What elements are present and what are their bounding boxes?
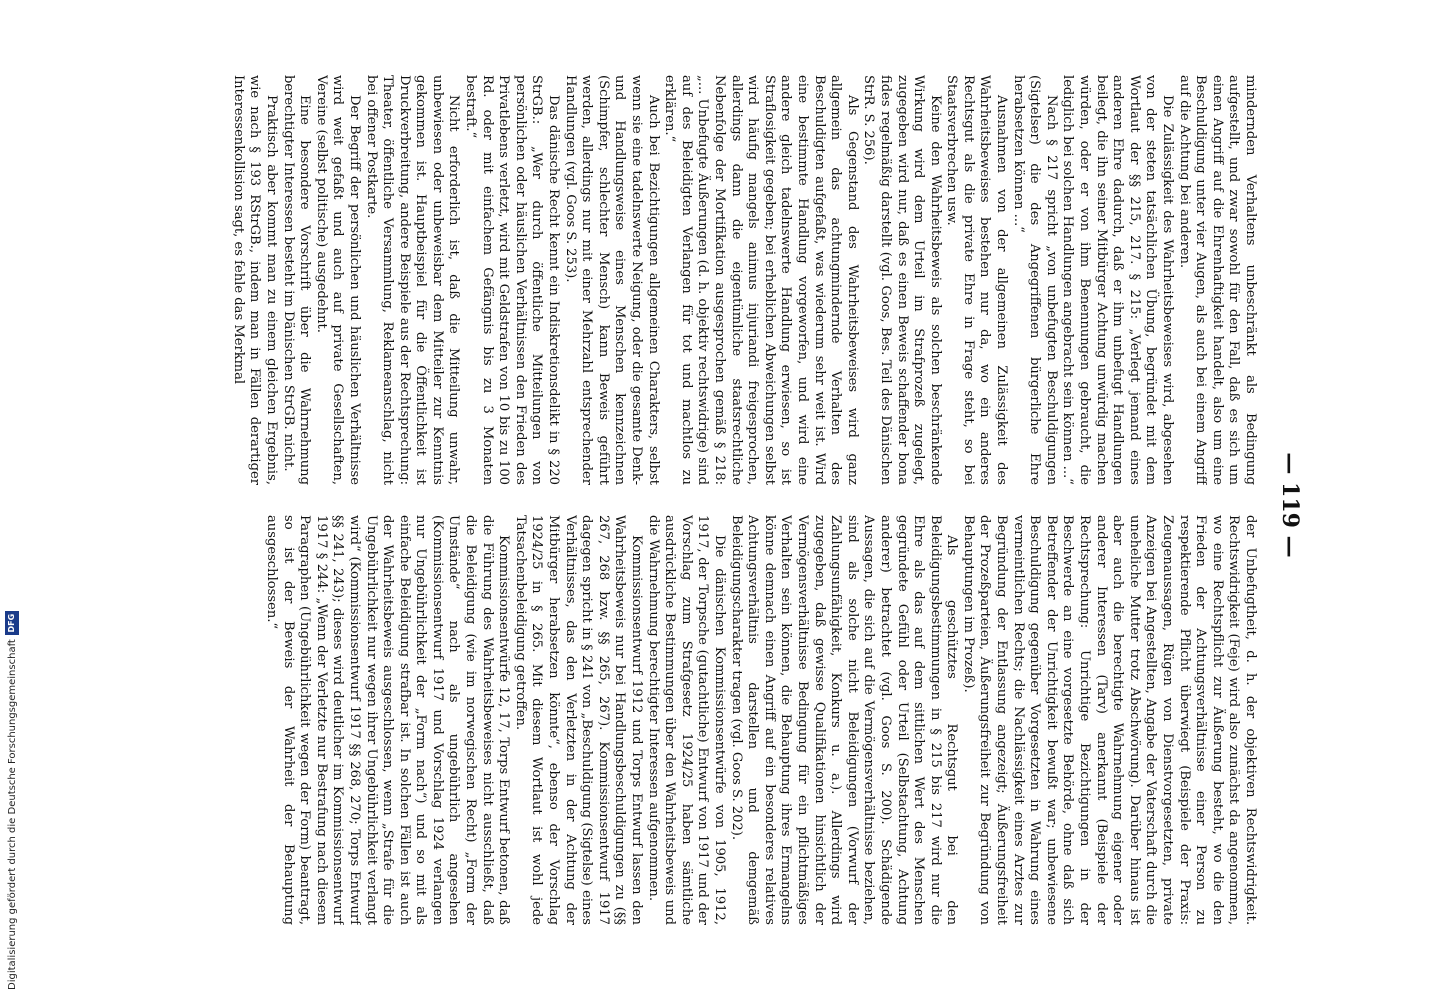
paragraph: Praktisch aber kommt man zu einem gleichen Ergebnis, wie nach § 193 RStrGB., indem man in Fällen derartiger Interessenkollision sagt, es fehle das Merkmal xyxy=(230,75,279,485)
paragraph: Auch bei Bezichtigungen allgemeinen Charakters, selbst wenn sie eine tadelnswerte Neigung, oder die gesamte Denk- und Handlungsweise eines Menschen kennzeichnen (Schimpfer, schlechter Mensch) kann Beweis geführt werden, allerdings nur mit einer Mehrzahl entsprechender Handlungen (vgl. Goos S. 253). xyxy=(562,75,661,485)
paragraph: Eine besondere Vorschrift über die Wahrnehmung berechtigter Interessen besteht im Dänischen StrGB. nicht. xyxy=(280,75,313,485)
paragraph: Keine den Wahrheitsbeweis als solchen beschränkende Wirkung wird dem Urteil im Strafprozeß zugelegt, zugegeben wird nur, daß es einen Beweis schaffender bona fides regelmäßig darstellt (vgl. Goos, Bes. Teil des Dänischen StrR. S. 256). xyxy=(861,75,943,485)
digitization-footer xyxy=(0,600,24,990)
right-column xyxy=(138,515,1258,925)
dfg-logo: DFG xyxy=(5,611,19,635)
paragraph: Als geschütztes Rechtsgut bei den Beleidigungsbestimmungen in § 215 bis 217 wird nur die Ehre als das auf dem sittlichen Wert des Menschen gegründete Gefühl oder Urteil (Selbstachtung, Achtung anderer) betrachtet (vgl. Goos S. 200). Schädigende Aussagen, die sich auf die Vermögensverhältnisse beziehen, sind als solche nicht Beleidigungen (Vorwurf der Zahlungsunfähigkeit, Konkurs u. a.). Allerdings wird zugegeben, daß gewisse Qualifikationen hinsichtlich der Vermögensverhältnisse Bedingung für ein pflichtmäßiges Verhalten sein können, die Behauptung ihres Ermangelns könne demnach einen Angriff auf ein besonderes relatives Achtungsverhältnis darstellen und demgemäß Beleidigungscharakter tragen (vgl. Goos S. 202). xyxy=(728,515,960,925)
paragraph: Der Begriff der persönlichen und häuslichen Verhältnisse wird weit gefaßt und auch auf private Gesellschaften, Vereine (selbst politische) ausgedehnt. xyxy=(313,75,362,485)
paragraph: Ausnahmen von der allgemeinen Zulässigkeit des Wahrheitsbeweises bestehen nur da, wo ein anderes Rechtsgut als die private Ehre in Frage steht, so bei Staatsverbrechen usw. xyxy=(944,75,1010,485)
paragraph: Kommissionsentwürfe 12, 17, Torps Entwurf betonen, daß die Führung des Wahrheitsbeweises nicht ausschließt, daß die Beleidigung (wie im norwegischen Recht) „Form der Umstände“ nach als ungebührlich angesehen (Kommissionsentwurf 1917 und Vorschlag 1924 verlangen nur Ungebührlichkeit der „Form nach“) und so mit als einfache Beleidigung strafbar ist. In solchen Fällen ist auch der Wahrheitsbeweis ausgeschlossen, wenn „Strafe für die Ungebührlichkeit nur wegen ihrer Ungebührlichkeit verlangt wird“ (Kommissionsentwurf 1917 §§ 268, 270; Torps Entwurf §§ 241, 243); dieses wird deutlicher im Kommissionsentwurf 1917 § 244: „Wenn der Verletzte nur Bestrafung nach diesem Paragraphen (Ungebührlichkeit wegen der Form) beantragt, so ist der Beweis der Wahrheit der Behauptung ausgeschlossen.“ xyxy=(263,515,512,925)
paragraph: Die Zulässigkeit des Wahrheitsbeweises wird, abgesehen von der steten tatsächlichen Übung, begründet mit dem Wortlaut der §§ 215, 217. § 215: „Verlegt jemand eines anderen Ehre dadurch, daß er ihm unbefugt Handlungen beilegt, die ihn seiner Mitbürger Achtung unwürdig machen würden, oder er von ihm Benennungen gebraucht, die lediglich bei solchen Handlungen angebracht sein können ...“ xyxy=(1060,75,1176,485)
page-number: — 119 — xyxy=(1277,452,1303,558)
paragraph: Nicht erforderlich ist, daß die Mitteilung unwahr, unbewiesen oder unbeweisbar dem Mitteiler zur Kenntnis gekommen ist. Hauptbeispiel für die Öffentlichkeit ist Druckverbreitung, andere Beispiele aus der Rechtsprechung: Theater, öffentliche Versammlung, Reklameanschlag, nicht bei offener Postkarte. xyxy=(363,75,462,485)
footer-text: Digitalisierung gefördert durch die Deutsche Forschungsgemeinschaft xyxy=(6,639,18,990)
paragraph: Als Gegenstand des Wahrheitsbeweises wird ganz allgemein das achtungmindernde Verhalten des Beschuldigten aufgefaßt, was wiederum sehr weit ist. Wird eine bestimmte Handlung vorgeworfen, und wird eine andere gleich tadelnswerte Handlung erwiesen, so ist Straflosigkeit gegeben; bei erheblichen Abweichungen selbst wird häufig mangels animus injuriandi freigesprochen, allerdings dann die eigentümliche staatsrechtliche Nebenfolge der Mortifikation ausgesprochen gemäß § 218: „... Unbefugte Äußerungen (d. h. objektiv rechtswidrige) sind auf des Beleidigten Verlangen für tot und machtlos zu erklären.“ xyxy=(662,75,860,485)
left-column xyxy=(138,75,1258,485)
paragraph: Kommissionsentwurf 1912 und Torps Entwurf lassen den Wahrheitsbeweis nur bei Handlungsbeschuldigungen zu (§§ 267, 268 bzw. §§ 265, 267). Kommissionsentwurf 1917 dagegen spricht in § 241 von „Beschuldigung (Sigtelse) eines Verhältnisses, das den Verletzten in der Achtung der Mitbürger herabsetzen könnte“, ebenso der Vorschlag 1924/25 in § 265. Mit diesem Wortlaut ist wohl jede Tatsachenbeleidigung getroffen. xyxy=(512,515,645,925)
paragraph: mindernden Verhaltens unbeschränkt als Bedingung aufgestellt, und zwar sowohl für den Fall, daß es sich um einen Angriff auf die Ehrenhaftigkeit handelt, also um eine Beschuldigung unter vier Augen, als auch bei einem Angriff auf die Achtung bei anderen. xyxy=(1176,75,1258,485)
rotated-book-page xyxy=(130,75,1310,935)
paragraph: Das dänische Recht kennt ein Indiskretionsdelikt in § 220 StrGB.: „Wer durch öffentliche Mitteilungen von persönlichen oder häuslichen Verhältnissen den Frieden des Privatlebens verletzt, wird mit Geldstrafen von 10 bis zu 100 Rd. oder mit einfachem Gefängnis bis zu 3 Monaten bestraft.“ xyxy=(463,75,562,485)
paragraph: Die dänischen Kommissionsentwürfe von 1905, 1912, 1917, der Torpsche (gutachtliche) Entwurf von 1917 und der Vorschlag zum Strafgesetz 1924/25 haben sämtliche ausdrückliche Bestimmungen über den Wahrheitsbeweis und die Wahrnehmung berechtigter Interessen aufgenommen. xyxy=(645,515,727,925)
paragraph: Nach § 217 spricht „von unbefugten Beschuldigungen (Sigtelser) die des Angegriffenen bürgerliche Ehre herabsetzen können ...“ xyxy=(1010,75,1059,485)
paragraph: der Unbefugtheit, d. h. der objektiven Rechtswidrigkeit. Rechtswidrigkeit (Feje) wird also zunächst da angenommen, wo eine Rechtspflicht zur Äußerung besteht, wo die den Frieden der Achtungsverhältnisse einer Person zu respektierende Pflicht überwiegt (Beispiele der Praxis: Zeugenaussagen, Rügen von Dienstvorgesetzten, private Anzeigen bei Angestellten, Angabe der Vaterschaft durch die uneheliche Mutter trotz Abschwörung). Darüber hinaus ist aber auch die berechtigte Wahrnehmung eigener oder anderer Interessen (Tarv) anerkannt (Beispiele der Rechtsprechung: Unrichtige Bezichtigungen in der Beschwerde an eine vorgesetzte Behörde, ohne daß sich Betreffender der Unrichtigkeit bewußt war; unbewiesene Beschuldigung gegenüber Vorgesetzten in Wahrung eines vermeintlichen Rechts; die Nachlässigkeit eines Arztes zur Begründung der Entlassung angezeigt; Äußerungsfreiheit der Prozeßparteien, Äußerungsfreiheit zur Begründung von Behauptungen im Prozeß). xyxy=(960,515,1258,925)
